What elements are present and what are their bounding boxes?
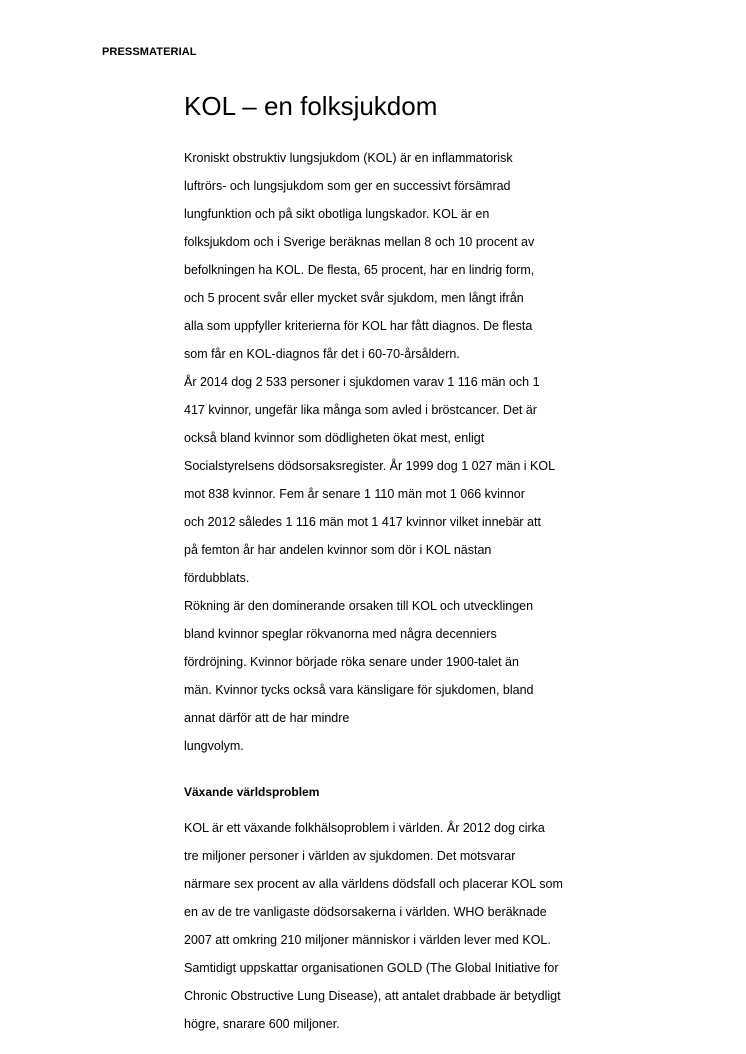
text-line: befolkningen ha KOL. De flesta, 65 procent, har en lindrig form, (184, 263, 535, 277)
text-line: också bland kvinnor som dödligheten ökat mest, enligt (184, 431, 485, 445)
page-title: KOL – en folksjukdom (184, 91, 438, 121)
text-line: folksjukdom och i Sverige beräknas mellan 8 och 10 procent av (184, 235, 535, 249)
text-line: som får en KOL-diagnos får det i 60-70-årsåldern. (184, 347, 460, 361)
text-line: annat därför att de har mindre (184, 711, 350, 725)
text-line: på femton år har andelen kvinnor som dör i KOL nästan (184, 543, 492, 557)
text-line: lungfunktion och på sikt obotliga lungskador. KOL är en (184, 207, 490, 221)
text-line: Socialstyrelsens dödsorsaksregister. År 1999 dog 1 027 män i KOL (184, 459, 556, 473)
press-material-label: PRESSMATERIAL (102, 46, 197, 58)
text-line: lungvolym. (184, 739, 244, 753)
text-line: fördröjning. Kvinnor började röka senare under 1900-talet än (184, 655, 519, 669)
text-line: Kroniskt obstruktiv lungsjukdom (KOL) är en inflammatorisk (184, 151, 513, 165)
text-line: tre miljoner personer i världen av sjukdomen. Det motsvarar (184, 849, 516, 863)
text-line: luftrörs- och lungsjukdom som ger en successivt försämrad (184, 179, 511, 193)
text-line: Rökning är den dominerande orsaken till KOL och utvecklingen (184, 599, 534, 613)
text-line: Chronic Obstructive Lung Disease), att antalet drabbade är betydligt (184, 989, 561, 1003)
text-line: närmare sex procent av alla världens dödsfall och placerar KOL som (184, 877, 563, 891)
text-line: bland kvinnor speglar rökvanorna med några decenniers (184, 627, 497, 641)
text-line: och 2012 således 1 116 män mot 1 417 kvinnor vilket innebär att (184, 515, 541, 529)
paragraph-4 (184, 814, 624, 1038)
text-line: alla som uppfyller kriterierna för KOL har fått diagnos. De flesta (184, 319, 533, 333)
text-line: fördubblats. (184, 571, 250, 585)
text-line: KOL är ett växande folkhälsoproblem i världen. År 2012 dog cirka (184, 821, 545, 835)
text-line: en av de tre vanligaste dödsorsakerna i världen. WHO beräknade (184, 905, 547, 919)
text-line: högre, snarare 600 miljoner. (184, 1017, 340, 1031)
paragraph-3 (184, 592, 624, 760)
paragraph-1 (184, 144, 624, 368)
text-line: År 2014 dog 2 533 personer i sjukdomen varav 1 116 män och 1 (184, 375, 540, 389)
text-line: Samtidigt uppskattar organisationen GOLD (The Global Initiative for (184, 961, 559, 975)
paragraph-2 (184, 368, 624, 592)
text-line: män. Kvinnor tycks också vara känsligare för sjukdomen, bland (184, 683, 534, 697)
article-body (184, 144, 624, 1038)
text-line: och 5 procent svår eller mycket svår sjukdom, men långt ifrån (184, 291, 524, 305)
text-line: 2007 att omkring 210 miljoner människor i världen lever med KOL. (184, 933, 551, 947)
section-heading: Växande världsproblem (184, 785, 320, 799)
text-line: 417 kvinnor, ungefär lika många som avled i bröstcancer. Det är (184, 403, 537, 417)
text-line: mot 838 kvinnor. Fem år senare 1 110 män mot 1 066 kvinnor (184, 487, 525, 501)
